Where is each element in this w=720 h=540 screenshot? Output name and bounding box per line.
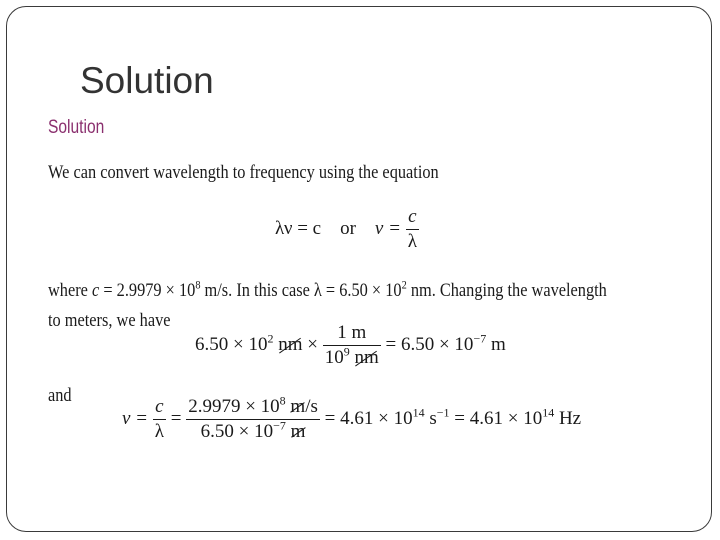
where-tail: nm. Changing the wavelength — [406, 280, 607, 301]
eq3-result-1-unit-exp: −1 — [436, 405, 450, 420]
intro-text: We can convert wavelength to frequency using the equation — [48, 162, 439, 183]
eq3-den-cancel-unit: m — [290, 421, 306, 442]
where-exp-1: 8 — [195, 277, 201, 292]
eq2-value: 6.50 × 10 — [195, 333, 268, 355]
slide-title: Solution — [80, 60, 214, 101]
eq3-denominator — [186, 420, 320, 443]
eq3-nu: ν = — [122, 407, 149, 429]
eq2-fraction — [323, 322, 381, 369]
eq3-numerator — [186, 393, 320, 420]
eq3-fraction-c-lambda — [153, 396, 166, 443]
eq2-denominator — [323, 346, 381, 369]
where-word: where — [48, 280, 88, 301]
eq3-lambda: λ — [154, 421, 164, 442]
eq3-result-1-exp: 14 — [412, 405, 425, 420]
eq2-result: = 6.50 × 10 — [385, 333, 474, 355]
eq1-fraction — [406, 206, 419, 253]
eq2-cancel-unit: nm — [278, 333, 303, 355]
eq3-equals: = — [170, 407, 182, 429]
eq3-num-unit-rest: /s — [305, 396, 318, 417]
to-meters-text: to meters, we have — [48, 310, 171, 331]
eq3-result-1-unit: s — [424, 407, 437, 429]
and-text: and — [48, 385, 72, 406]
eq2-den-cancel-unit: nm — [354, 347, 379, 368]
eq1-denominator: λ — [407, 231, 417, 252]
eq3-num-cancel-unit: m — [290, 396, 306, 417]
solution-heading: Solution — [48, 117, 105, 138]
eq1-or: or — [340, 217, 356, 239]
eq3-num-value: 2.9979 × 10 — [188, 396, 280, 417]
eq1-nu: ν = — [374, 217, 401, 239]
eq3-c: c — [153, 396, 166, 420]
equation-nm-to-m — [195, 322, 506, 369]
equation-frequency — [122, 393, 582, 443]
where-c: c — [92, 280, 100, 301]
eq3-num-exp: 8 — [279, 393, 286, 408]
eq2-times: × — [307, 333, 318, 355]
where-c-value: = 2.9979 × 10 — [103, 280, 196, 301]
eq2-den-base: 10 — [324, 347, 344, 368]
where-exp-2: 2 — [401, 277, 407, 292]
eq1-numerator: c — [406, 206, 419, 230]
eq3-result-2: = 4.61 × 10 — [449, 407, 543, 429]
eq2-value-exp: 2 — [267, 331, 274, 346]
eq2-den-exp: 9 — [343, 344, 350, 359]
eq3-den-value: 6.50 × 10 — [200, 421, 274, 442]
eq2-result-unit: m — [486, 333, 506, 355]
eq2-result-exp: −7 — [473, 331, 487, 346]
equation-wavelength-frequency — [275, 206, 419, 253]
where-text — [48, 277, 607, 302]
eq3-fraction-values — [186, 393, 320, 443]
eq3-result-2-exp: 14 — [542, 405, 555, 420]
eq3-den-exp: −7 — [273, 418, 286, 433]
eq1-lhs: λν = c — [275, 217, 322, 239]
eq2-numerator: 1 m — [323, 322, 381, 346]
eq3-result-1: = 4.61 × 10 — [324, 407, 413, 429]
eq3-result-2-unit: Hz — [554, 407, 582, 429]
where-lambda-value: m/s. In this case λ = 6.50 × 10 — [200, 280, 402, 301]
